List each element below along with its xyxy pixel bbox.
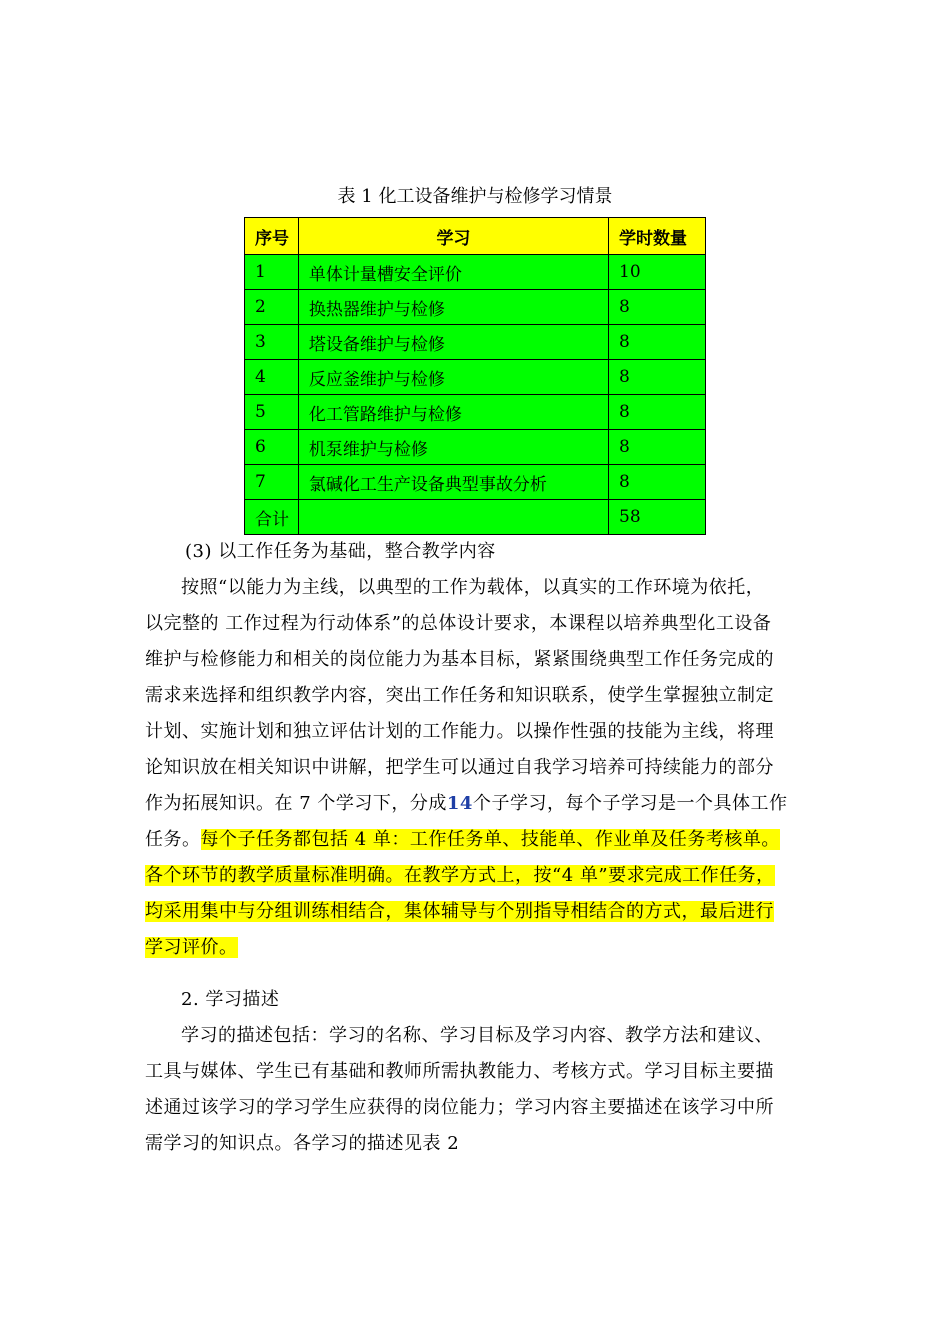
paragraph-line: 工具与媒体、学生已有基础和教师所需执教能力、考核方式。学习目标主要描 <box>145 1061 774 1082</box>
total-learning <box>298 500 608 535</box>
row-hours: 8 <box>609 465 706 500</box>
highlighted-text: 均采用集中与分组训练相结合，集体辅导与个别指导相结合的方式，最后进行 <box>145 901 774 922</box>
paragraph-line <box>145 786 815 822</box>
row-hours: 10 <box>609 255 706 290</box>
row-learning: 单体计量槽安全评价 <box>298 255 608 290</box>
paragraph-line: 维护与检修能力和相关的岗位能力为基本目标，紧紧围绕典型工作任务完成的 <box>145 649 774 670</box>
total-hours: 58 <box>609 500 706 535</box>
text-span: 个子学习，每个子学习是一个具体工作 <box>472 793 788 814</box>
paragraph-line <box>145 894 815 930</box>
total-label: 合计 <box>245 500 299 535</box>
row-index: 5 <box>245 395 299 430</box>
table-row <box>245 360 706 395</box>
subtask-count: 14 <box>446 793 473 814</box>
table-total-row <box>245 500 706 535</box>
highlighted-text: 各个环节的教学质量标准明确。在教学方式上，按“4 单”要求完成工作任务， <box>145 865 775 886</box>
header-learning: 学习 <box>298 218 608 255</box>
header-hours: 学时数量 <box>609 218 706 255</box>
row-index: 3 <box>245 325 299 360</box>
section-2-body <box>145 982 815 1162</box>
paragraph-line <box>145 858 815 894</box>
table-row <box>245 255 706 290</box>
row-learning: 氯碱化工生产设备典型事故分析 <box>298 465 608 500</box>
table-row <box>245 430 706 465</box>
row-hours: 8 <box>609 290 706 325</box>
row-learning: 塔设备维护与检修 <box>298 325 608 360</box>
paragraph-line: 学习的描述包括：学习的名称、学习目标及学习内容、教学方法和建议、 <box>181 1025 773 1046</box>
paragraph-line: 需求来选择和组织教学内容，突出工作任务和知识联系，使学生掌握独立制定 <box>145 685 774 706</box>
highlighted-text: 学习评价。 <box>145 937 238 958</box>
row-learning: 化工管路维护与检修 <box>298 395 608 430</box>
table-row <box>245 465 706 500</box>
row-learning: 反应釜维护与检修 <box>298 360 608 395</box>
table-header-row <box>245 218 706 255</box>
row-hours: 8 <box>609 360 706 395</box>
row-index: 7 <box>245 465 299 500</box>
row-index: 4 <box>245 360 299 395</box>
paragraph-line: 述通过该学习的学习学生应获得的岗位能力；学习内容主要描述在该学习中所 <box>145 1097 774 1118</box>
paragraph-line: 计划、实施计划和独立评估计划的工作能力。以操作性强的技能为主线，将理 <box>145 721 774 742</box>
highlighted-text: 每个子任务都包括 4 单：工作任务单、技能单、作业单及任务考核单。 <box>200 829 780 850</box>
paragraph-line: 以完整的 工作过程为行动体系”的总体设计要求，本课程以培养典型化工设备 <box>145 613 772 634</box>
table-caption: 表 1 化工设备维护与检修学习情景 <box>337 186 613 207</box>
paragraph-line: 论知识放在相关知识中讲解，把学生可以通过自我学习培养可持续能力的部分 <box>145 757 774 778</box>
table-row <box>245 325 706 360</box>
paragraph-line: 需学习的知识点。各学习的描述见表 2 <box>145 1133 460 1154</box>
learning-scenario-table <box>244 217 706 535</box>
section-2-heading: 2. 学习描述 <box>181 989 280 1010</box>
row-learning: 机泵维护与检修 <box>298 430 608 465</box>
paragraph-line: 按照“以能力为主线，以典型的工作为载体，以真实的工作环境为依托， <box>181 577 765 598</box>
paragraph-line <box>145 930 815 966</box>
section-3-heading: (3) 以工作任务为基础，整合教学内容 <box>185 541 496 562</box>
row-hours: 8 <box>609 430 706 465</box>
text-span: 作为拓展知识。在 7 个学习下，分成 <box>145 793 447 814</box>
row-index: 1 <box>245 255 299 290</box>
header-index: 序号 <box>245 218 299 255</box>
row-hours: 8 <box>609 325 706 360</box>
paragraph-line <box>145 822 815 858</box>
text-span: 任务。 <box>145 829 201 850</box>
section-3-body <box>145 534 815 966</box>
row-index: 2 <box>245 290 299 325</box>
row-index: 6 <box>245 430 299 465</box>
row-hours: 8 <box>609 395 706 430</box>
table-row <box>245 290 706 325</box>
table-row <box>245 395 706 430</box>
row-learning: 换热器维护与检修 <box>298 290 608 325</box>
